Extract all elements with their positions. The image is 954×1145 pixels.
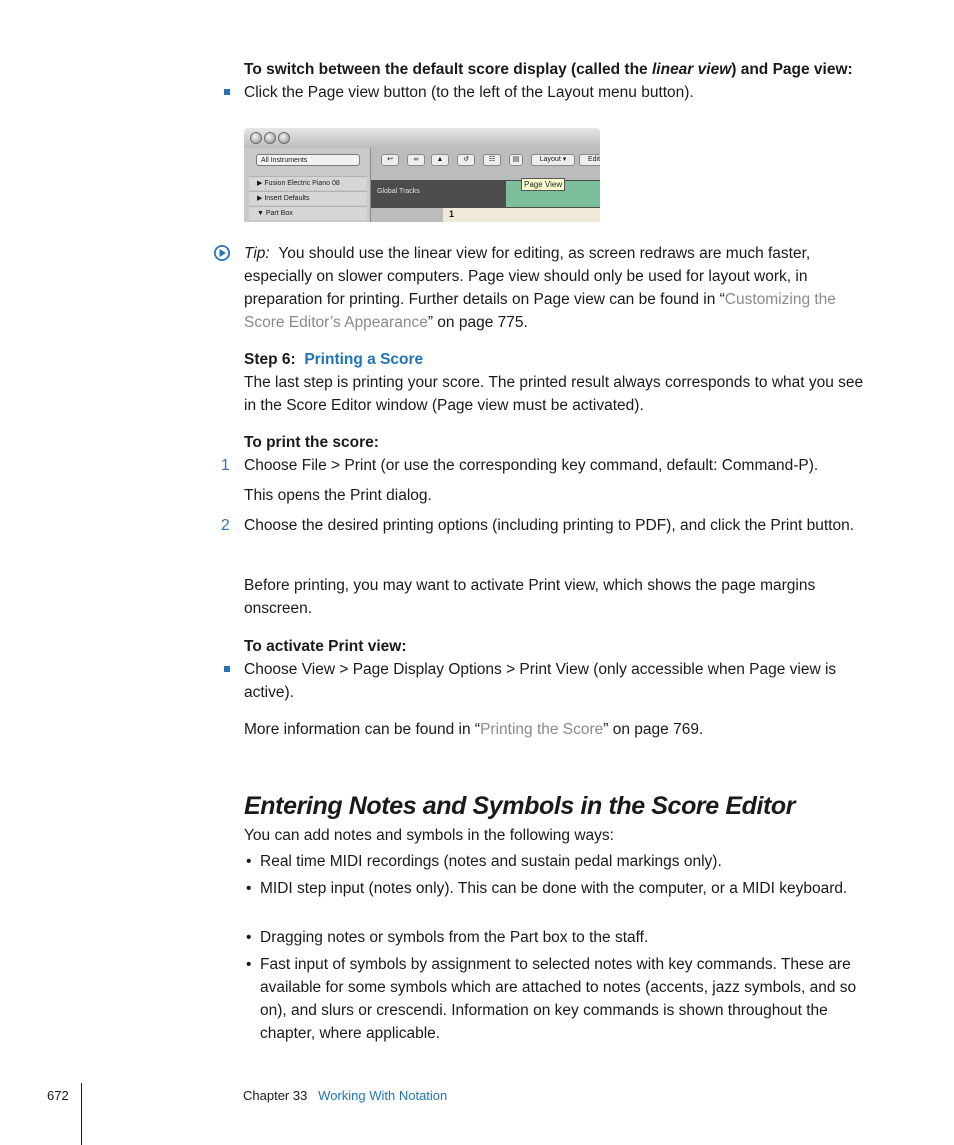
bullet-dot: • — [246, 853, 252, 870]
global-tracks-label: Global Tracks — [377, 188, 420, 195]
page-number: 672 — [47, 1088, 69, 1103]
switch-view-heading: To switch between the default score display (called the linear view) and Page view: — [244, 61, 853, 78]
page-view-tooltip: Page View — [521, 178, 565, 191]
print-heading: To print the score: — [244, 434, 379, 451]
inspector-row: ▶ Fusion Electric Piano 08 — [249, 176, 367, 190]
customizing-link[interactable]: Customizing the Score Editor’s Appearance — [244, 291, 836, 331]
page-view-instruction: Click the Page view button (to the left of the Layout menu button). — [244, 84, 694, 101]
list-item: Fast input of symbols by assignment to selected notes with key commands. These are available for some symbols which are attached to notes (accents, jazz symbols, and so on), and slurs or crescendi. Information on key commands is shown throughout the chapter, where applicable. — [260, 956, 857, 1042]
footer-divider — [81, 1083, 82, 1145]
ruler: 1 — [443, 208, 600, 222]
layout-menu: Layout ▾ — [531, 154, 575, 166]
page-view-button: ▤ — [509, 154, 523, 166]
instrument-dropdown: All Instruments — [256, 154, 360, 166]
toolbar-button: ☷ — [483, 154, 501, 166]
edit-menu: Edit — [579, 154, 600, 166]
chapter-title-link[interactable]: Working With Notation — [318, 1088, 448, 1103]
more-info-line: More information can be found in “Printing the Score” on page 769. — [244, 721, 704, 738]
step-title: Printing a Score — [304, 351, 424, 368]
inspector-panel — [244, 148, 371, 222]
list-item: MIDI step input (notes only). This can be done with the computer, or a MIDI keyboard. — [260, 880, 848, 897]
list-item: Real time MIDI recordings (notes and sustain pedal markings only). — [260, 853, 722, 870]
inspector-row: ▶ Insert Defaults — [249, 191, 367, 205]
bullet-dot: • — [246, 880, 252, 897]
close-window-icon — [250, 132, 262, 144]
print-view-instruction: Choose View > Page Display Options > Print View (only accessible when Page view is active). — [244, 661, 837, 701]
section-title: Entering Notes and Symbols in the Score Editor — [244, 792, 796, 820]
step-number: 1 — [221, 457, 230, 474]
footer-chapter: Chapter 33 Working With Notation — [243, 1088, 448, 1103]
window-titlebar — [244, 128, 600, 148]
step-heading: Step 6: Printing a Score — [244, 351, 424, 368]
toolbar-button: ↺ — [457, 154, 475, 166]
editor-area — [371, 148, 600, 222]
bullet-square-icon — [224, 89, 230, 95]
bullet-dot: • — [246, 956, 252, 973]
print-step-1: Choose File > Print (or use the corresponding key command, default: Command-P). — [244, 457, 819, 474]
tip-paragraph: Tip: You should use the linear view for editing, as screen redraws are much faster, especially on slower computers. Page view should only be used for layout work, in preparation for printing. Further details on Page view can be found in “Customizing the Score Editor’s Appearance” on page 775. — [244, 245, 836, 331]
list-item: Dragging notes or symbols from the Part box to the staff. — [260, 929, 649, 946]
print-view-note: Before printing, you may want to activate Print view, which shows the page margins onscreen. — [244, 577, 816, 617]
print-view-heading: To activate Print view: — [244, 638, 407, 655]
zoom-window-icon — [278, 132, 290, 144]
step-number: 2 — [221, 517, 230, 534]
link-icon: ∞ — [407, 154, 425, 166]
entering-intro: You can add notes and symbols in the following ways: — [244, 827, 614, 844]
score-editor-screenshot — [244, 128, 600, 222]
bullet-square-icon — [224, 666, 230, 672]
printing-score-link[interactable]: Printing the Score — [480, 721, 604, 738]
tip-arrow-icon — [213, 244, 231, 262]
toolbar-button: ▲ — [431, 154, 449, 166]
inspector-row: ▼ Part Box — [249, 206, 367, 220]
print-step-2: Choose the desired printing options (including printing to PDF), and click the Print button. — [244, 517, 855, 534]
toolbar-button: ↩ — [381, 154, 399, 166]
print-dialog-note: This opens the Print dialog. — [244, 487, 432, 504]
more-info-tail: ” on page 769. — [603, 721, 704, 738]
minimize-window-icon — [264, 132, 276, 144]
bullet-dot: • — [246, 929, 252, 946]
step-body: The last step is printing your score. The printed result always corresponds to what you see in the Score Editor window (Page view must be activated). — [244, 374, 864, 414]
